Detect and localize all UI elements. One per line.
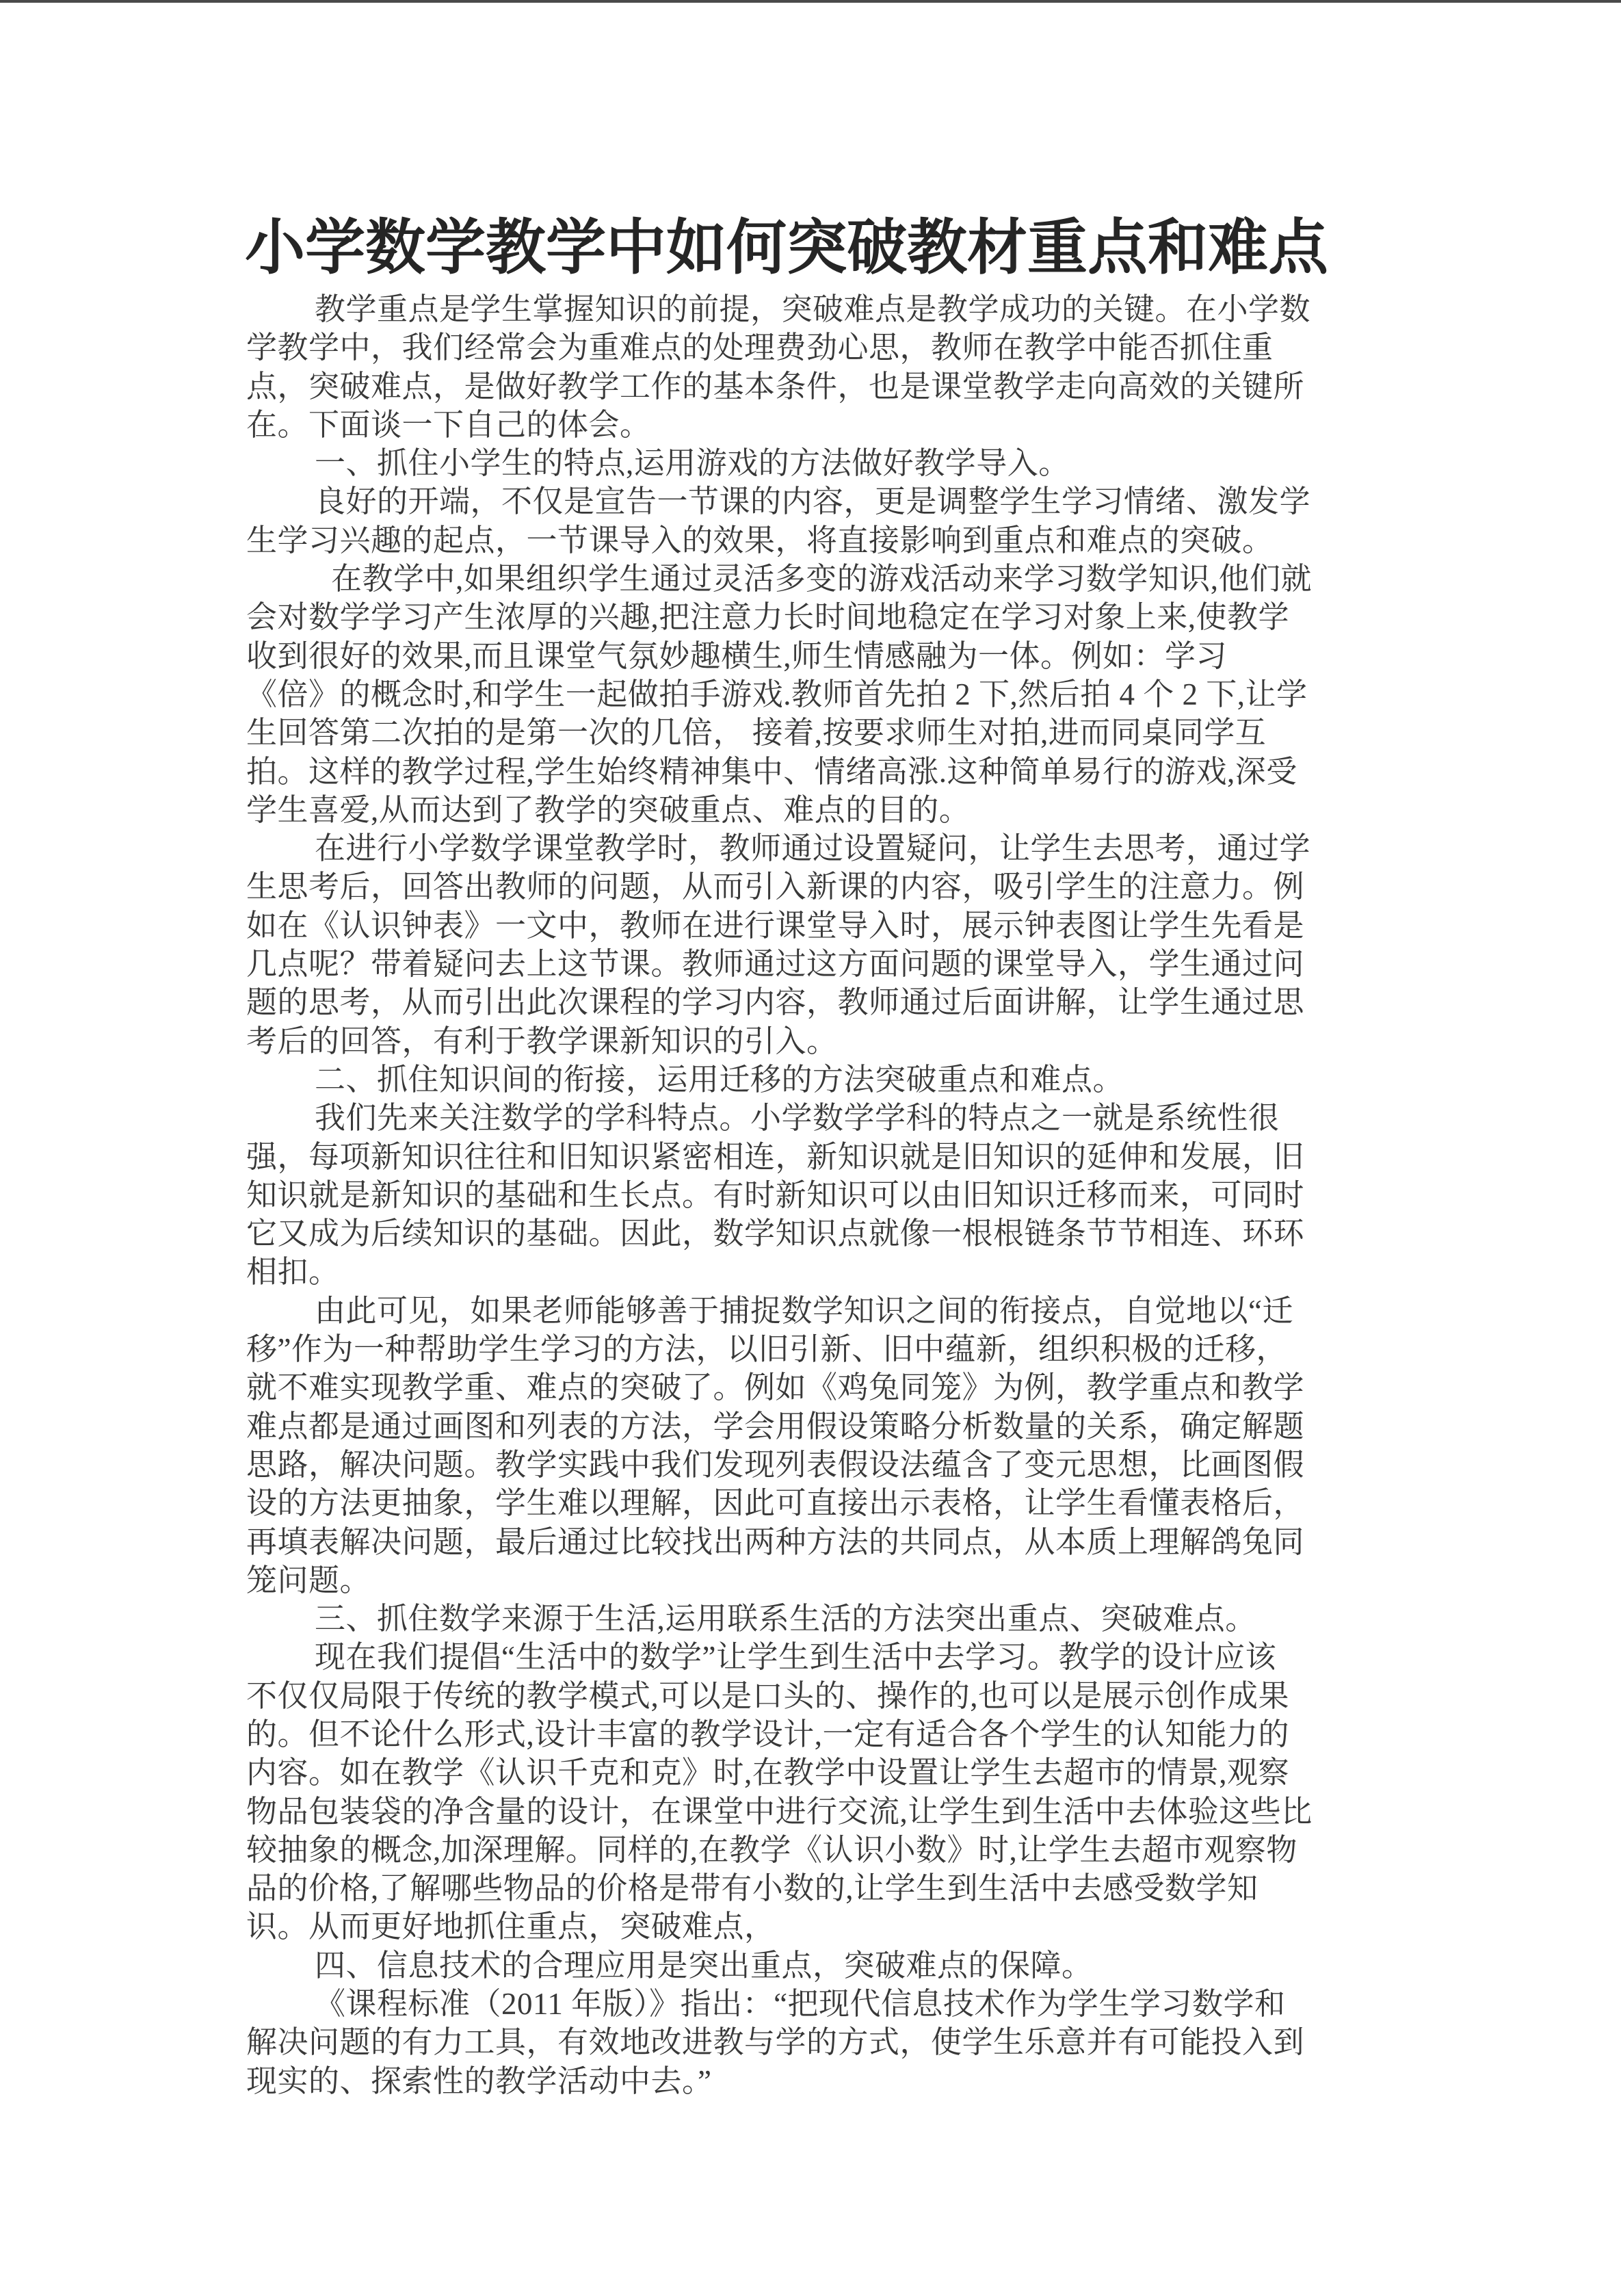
text-line: 解决问题的有力工具，有效地改进教与学的方式，使学生乐意并有可能投入到 bbox=[246, 2025, 1305, 2060]
text-line: 笼问题。 bbox=[246, 1563, 371, 1597]
text-line: 《课程标准（2011 年版）》指出：“把现代信息技术作为学生学习数学和 bbox=[315, 1987, 1286, 2022]
text-line: 拍。这样的教学过程,学生始终精神集中、情绪高涨.这种简单易行的游戏,深受 bbox=[246, 754, 1297, 789]
text-line: 如在《认识钟表》一文中，教师在进行课堂导入时，展示钟表图让学生先看是 bbox=[246, 908, 1305, 943]
text-line: 较抽象的概念,加深理解。同样的,在教学《认识小数》时,让学生去超市观察物 bbox=[246, 1832, 1297, 1867]
text-line: 教学重点是学生掌握知识的前提，突破难点是教学成功的关键。在小学数 bbox=[315, 292, 1311, 326]
text-line: 识。从而更好地抓住重点，突破难点， bbox=[246, 1909, 776, 1944]
text-line: 我们先来关注数学的学科特点。小学数学学科的特点之一就是系统性很 bbox=[315, 1101, 1280, 1136]
text-line: 考后的回答，有利于教学课新知识的引入。 bbox=[246, 1023, 838, 1058]
text-line: 学生喜爱,从而达到了教学的突破重点、难点的目的。 bbox=[246, 792, 971, 827]
text-line: 一、抓住小学生的特点,运用游戏的方法做好教学导入。 bbox=[315, 446, 1070, 481]
text-line: 相扣。 bbox=[246, 1255, 340, 1290]
text-line: 在教学中,如果组织学生通过灵活多变的游戏活动来学习数学知识,他们就 bbox=[331, 562, 1313, 597]
text-line: 由此可见，如果老师能够善于捕捉数学知识之间的衔接点，自觉地以“迁 bbox=[315, 1293, 1293, 1328]
text-line: 难点都是通过画图和列表的方法，学会用假设策略分析数量的关系，确定解题 bbox=[246, 1409, 1305, 1444]
text-line: 在进行小学数学课堂教学时，教师通过设置疑问，让学生去思考，通过学 bbox=[315, 831, 1311, 866]
page-top-edge bbox=[0, 0, 1621, 3]
text-line: 就不难实现教学重、难点的突破了。例如《鸡兔同笼》为例，教学重点和教学 bbox=[246, 1370, 1305, 1405]
text-line: 设的方法更抽象，学生难以理解，因此可直接出示表格，让学生看懂表格后， bbox=[246, 1486, 1305, 1521]
text-line: 点，突破难点，是做好教学工作的基本条件，也是课堂教学走向高效的关键所 bbox=[246, 369, 1305, 404]
text-line: 题的思考，从而引出此次课程的学习内容，教师通过后面讲解，让学生通过思 bbox=[246, 985, 1305, 1020]
text-line: 不仅仅局限于传统的教学模式,可以是口头的、操作的,也可以是展示创作成果 bbox=[246, 1678, 1290, 1713]
text-line: 《倍》的概念时,和学生一起做拍手游戏.教师首先拍 2 下,然后拍 4 个 2 下,让学 bbox=[246, 677, 1308, 712]
text-line: 收到很好的效果,而且课堂气氛妙趣横生,师生情感融为一体。例如：学习 bbox=[246, 638, 1228, 673]
text-line: 生回答第二次拍的是第一次的几倍， 接着,按要求师生对拍,进而同桌同学互 bbox=[246, 716, 1267, 751]
text-line: 物品包装袋的净含量的设计，在课堂中进行交流,让学生到生活中去体验这些比 bbox=[246, 1794, 1313, 1829]
text-line: 会对数学学习产生浓厚的兴趣,把注意力长时间地稳定在学习对象上来,使教学 bbox=[246, 600, 1290, 635]
text-line: 生思考后，回答出教师的问题，从而引入新课的内容，吸引学生的注意力。例 bbox=[246, 870, 1305, 904]
text-line: 在。下面谈一下自己的体会。 bbox=[246, 407, 651, 442]
text-line: 它又成为后续知识的基础。因此，数学知识点就像一根根链条节节相连、环环 bbox=[246, 1216, 1305, 1251]
text-line: 内容。如在教学《认识千克和克》时,在教学中设置让学生去超市的情景,观察 bbox=[246, 1756, 1290, 1790]
text-line: 现在我们提倡“生活中的数学”让学生到生活中去学习。教学的设计应该 bbox=[315, 1640, 1276, 1675]
text-line: 再填表解决问题，最后通过比较找出两种方法的共同点，从本质上理解鸽兔同 bbox=[246, 1524, 1305, 1559]
text-line: 思路，解决问题。教学实践中我们发现列表假设法蕴含了变元思想，比画图假 bbox=[246, 1447, 1305, 1482]
text-line: 现实的、探索性的教学活动中去。” bbox=[246, 2063, 712, 2098]
document-title: 小学数学教学中如何突破教材重点和难点 bbox=[245, 216, 1329, 282]
text-line: 四、信息技术的合理应用是突出重点，突破难点的保障。 bbox=[315, 1948, 1093, 1983]
text-line: 良好的开端，不仅是宣告一节课的内容，更是调整学生学习情绪、激发学 bbox=[315, 484, 1311, 519]
document-body bbox=[246, 290, 1409, 2100]
text-line: 品的价格,了解哪些物品的价格是带有小数的,让学生到生活中去感受数学知 bbox=[246, 1871, 1258, 1906]
text-line: 几点呢？带着疑问去上这节课。教师通过这方面问题的课堂导入，学生通过问 bbox=[246, 947, 1305, 982]
text-line: 知识就是新知识的基础和生长点。有时新知识可以由旧知识迁移而来，可同时 bbox=[246, 1177, 1305, 1212]
text-line: 三、抓住数学来源于生活,运用联系生活的方法突出重点、突破难点。 bbox=[315, 1602, 1256, 1636]
text-line: 学教学中，我们经常会为重难点的处理费劲心思，教师在教学中能否抓住重 bbox=[246, 330, 1274, 365]
text-line: 移”作为一种帮助学生学习的方法，以旧引新、旧中蕴新，组织积极的迁移， bbox=[246, 1332, 1287, 1367]
text-line: 的。但不论什么形式,设计丰富的教学设计,一定有适合各个学生的认知能力的 bbox=[246, 1717, 1290, 1751]
text-line: 二、抓住知识间的衔接，运用迁移的方法突破重点和难点。 bbox=[315, 1062, 1124, 1097]
text-line: 生学习兴趣的起点，一节课导入的效果，将直接影响到重点和难点的突破。 bbox=[246, 523, 1274, 558]
text-line: 强，每项新知识往往和旧知识紧密相连，新知识就是旧知识的延伸和发展，旧 bbox=[246, 1139, 1305, 1174]
